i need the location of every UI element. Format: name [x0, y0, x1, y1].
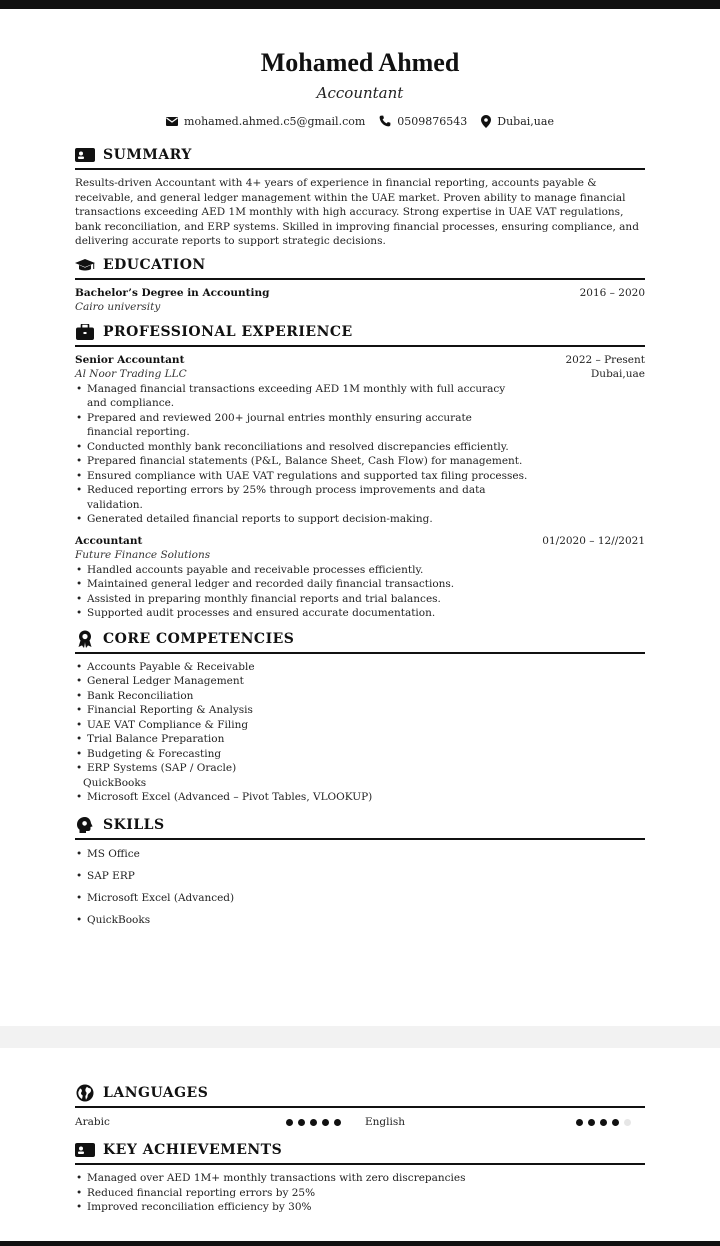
- proficiency-dot: [600, 1119, 607, 1126]
- list-item: • ERP Systems (SAP / Oracle): [75, 761, 645, 776]
- list-item: • Conducted monthly bank reconciliations and resolved discrepancies efficiently.: [75, 440, 645, 455]
- proficiency-dot: [588, 1119, 595, 1126]
- degree: Bachelor’s Degree in Accounting: [75, 286, 270, 299]
- achievements-section: [75, 1141, 645, 1215]
- list-item: • Assisted in preparing monthly financial reports and trial balances.: [75, 592, 645, 607]
- list-item: • UAE VAT Compliance & Filing: [75, 718, 645, 733]
- languages-title: LANGUAGES: [103, 1085, 209, 1101]
- education-entry: [75, 286, 645, 301]
- email-text: mohamed.ahmed.c5@gmail.com: [184, 114, 366, 128]
- language-level-arabic: [286, 1119, 341, 1126]
- candidate-role: Accountant: [316, 84, 404, 102]
- job-dates: 2022 – Present: [565, 353, 645, 366]
- proficiency-dot: [612, 1119, 619, 1126]
- job-location: Dubai,uae: [590, 368, 645, 381]
- education-dates: 2016 – 2020: [579, 286, 645, 299]
- list-item: • Managed over AED 1M+ monthly transactions with zero discrepancies: [75, 1171, 645, 1186]
- list-item: • QuickBooks: [75, 909, 645, 931]
- competencies-heading: [75, 630, 645, 654]
- briefcase-icon: [75, 323, 95, 341]
- experience-heading: [75, 323, 645, 347]
- languages-section: [75, 1084, 645, 1132]
- language-level-english: [576, 1119, 631, 1126]
- job-dates: 01/2020 – 12//2021: [542, 534, 645, 547]
- achievements-heading: [75, 1141, 645, 1165]
- education-title: EDUCATION: [103, 256, 206, 273]
- list-item: • Prepared and reviewed 200+ journal entries monthly ensuring accurate financial reporting.: [75, 411, 645, 440]
- envelope-icon: [166, 117, 178, 126]
- job-entry: [75, 534, 645, 621]
- job-title: Senior Accountant: [75, 353, 185, 366]
- proficiency-dot: [298, 1119, 305, 1126]
- experience-section: [75, 323, 645, 621]
- list-item: • Generated detailed financial reports to support decision-making.: [75, 512, 645, 527]
- skills-title: SKILLS: [103, 816, 165, 833]
- job-company: Future Finance Solutions: [75, 549, 211, 562]
- languages-row: [75, 1112, 645, 1132]
- top-bar: [0, 0, 720, 9]
- candidate-name: Mohamed Ahmed: [260, 48, 460, 77]
- globe-icon: [75, 1084, 95, 1102]
- education-section: [75, 256, 645, 315]
- list-item: • Reduced financial reporting errors by 25%: [75, 1186, 645, 1201]
- proficiency-dot: [576, 1119, 583, 1126]
- list-item: • Trial Balance Preparation: [75, 732, 645, 747]
- resume-page-2: [75, 1048, 645, 1215]
- competencies-title: CORE COMPETENCIES: [103, 630, 295, 647]
- school: Cairo university: [75, 301, 161, 314]
- list-item: • Bank Reconciliation: [75, 689, 645, 704]
- job-entry: [75, 353, 645, 527]
- contact-email[interactable]: [166, 115, 365, 128]
- award-ribbon-icon: [75, 630, 95, 648]
- list-item: • Financial Reporting & Analysis: [75, 703, 645, 718]
- summary-title: SUMMARY: [103, 147, 192, 163]
- list-item: • SAP ERP: [75, 865, 645, 887]
- id-card-icon: [75, 146, 95, 164]
- experience-title: PROFESSIONAL EXPERIENCE: [103, 323, 353, 340]
- job-title: Accountant: [75, 534, 143, 547]
- skills-heading: [75, 816, 645, 840]
- list-item: QuickBooks: [83, 776, 147, 789]
- proficiency-dot: [334, 1119, 341, 1126]
- language-name: Arabic: [75, 1116, 110, 1128]
- language-name: English: [365, 1116, 406, 1128]
- contact-location: [481, 115, 554, 128]
- phone-icon: [379, 115, 391, 127]
- brain-head-icon: [75, 816, 95, 834]
- location-text: Dubai,uae: [497, 114, 554, 128]
- list-item: • Accounts Payable & Receivable: [75, 660, 645, 675]
- list-item: • Microsoft Excel (Advanced): [75, 887, 645, 909]
- list-item: • Ensured compliance with UAE VAT regulations and supported tax filing processes.: [75, 469, 645, 484]
- location-pin-icon: [481, 115, 491, 128]
- contact-line: [75, 113, 645, 129]
- education-heading: [75, 256, 645, 280]
- summary-heading: [75, 146, 645, 170]
- proficiency-dot: [322, 1119, 329, 1126]
- list-item: • Microsoft Excel (Advanced – Pivot Tables, VLOOKUP): [75, 790, 645, 805]
- summary-text: Results-driven Accountant with 4+ years of experience in financial reporting, accounts payable & receivable, and general ledger management within the UAE market. Proven ability to manage financial transactions exceeding AED 1M monthly with high accuracy. Strong expertise in UAE VAT regulations, bank reconciliation, and ERP systems. Skilled in improving financial processes, ensuring compliance, and delivering accurate reports to support strategic decisions.: [75, 177, 639, 248]
- list-item: • Prepared financial statements (P&L, Balance Sheet, Cash Flow) for management.: [75, 454, 645, 469]
- list-item: • Supported audit processes and ensured accurate documentation.: [75, 606, 645, 621]
- graduation-cap-icon: [75, 256, 95, 274]
- proficiency-dot: [310, 1119, 317, 1126]
- id-card-icon: [75, 1141, 95, 1159]
- list-item: • Managed financial transactions exceeding AED 1M monthly with full accuracy and compliance.: [75, 382, 645, 411]
- page-break: [0, 1026, 720, 1048]
- list-item: • Maintained general ledger and recorded daily financial transactions.: [75, 577, 645, 592]
- skills-section: [75, 816, 645, 931]
- list-item: • Improved reconciliation efficiency by 30%: [75, 1200, 645, 1215]
- list-item: • General Ledger Management: [75, 674, 645, 689]
- job-company: Al Noor Trading LLC: [75, 368, 187, 381]
- achievements-title: KEY ACHIEVEMENTS: [103, 1142, 283, 1158]
- list-item: • Budgeting & Forecasting: [75, 747, 645, 762]
- phone-text: 0509876543: [397, 114, 468, 128]
- summary-section: [75, 146, 645, 249]
- list-item: • Reduced reporting errors by 25% through process improvements and data validation.: [75, 483, 645, 512]
- contact-phone[interactable]: [379, 115, 467, 128]
- languages-heading: [75, 1084, 645, 1108]
- bottom-bar: [0, 1241, 720, 1246]
- list-item: • MS Office: [75, 843, 645, 865]
- resume-page-1: [75, 9, 645, 931]
- competencies-section: [75, 630, 645, 805]
- proficiency-dot: [286, 1119, 293, 1126]
- list-item: • Handled accounts payable and receivable processes efficiently.: [75, 563, 645, 578]
- proficiency-dot: [624, 1119, 631, 1126]
